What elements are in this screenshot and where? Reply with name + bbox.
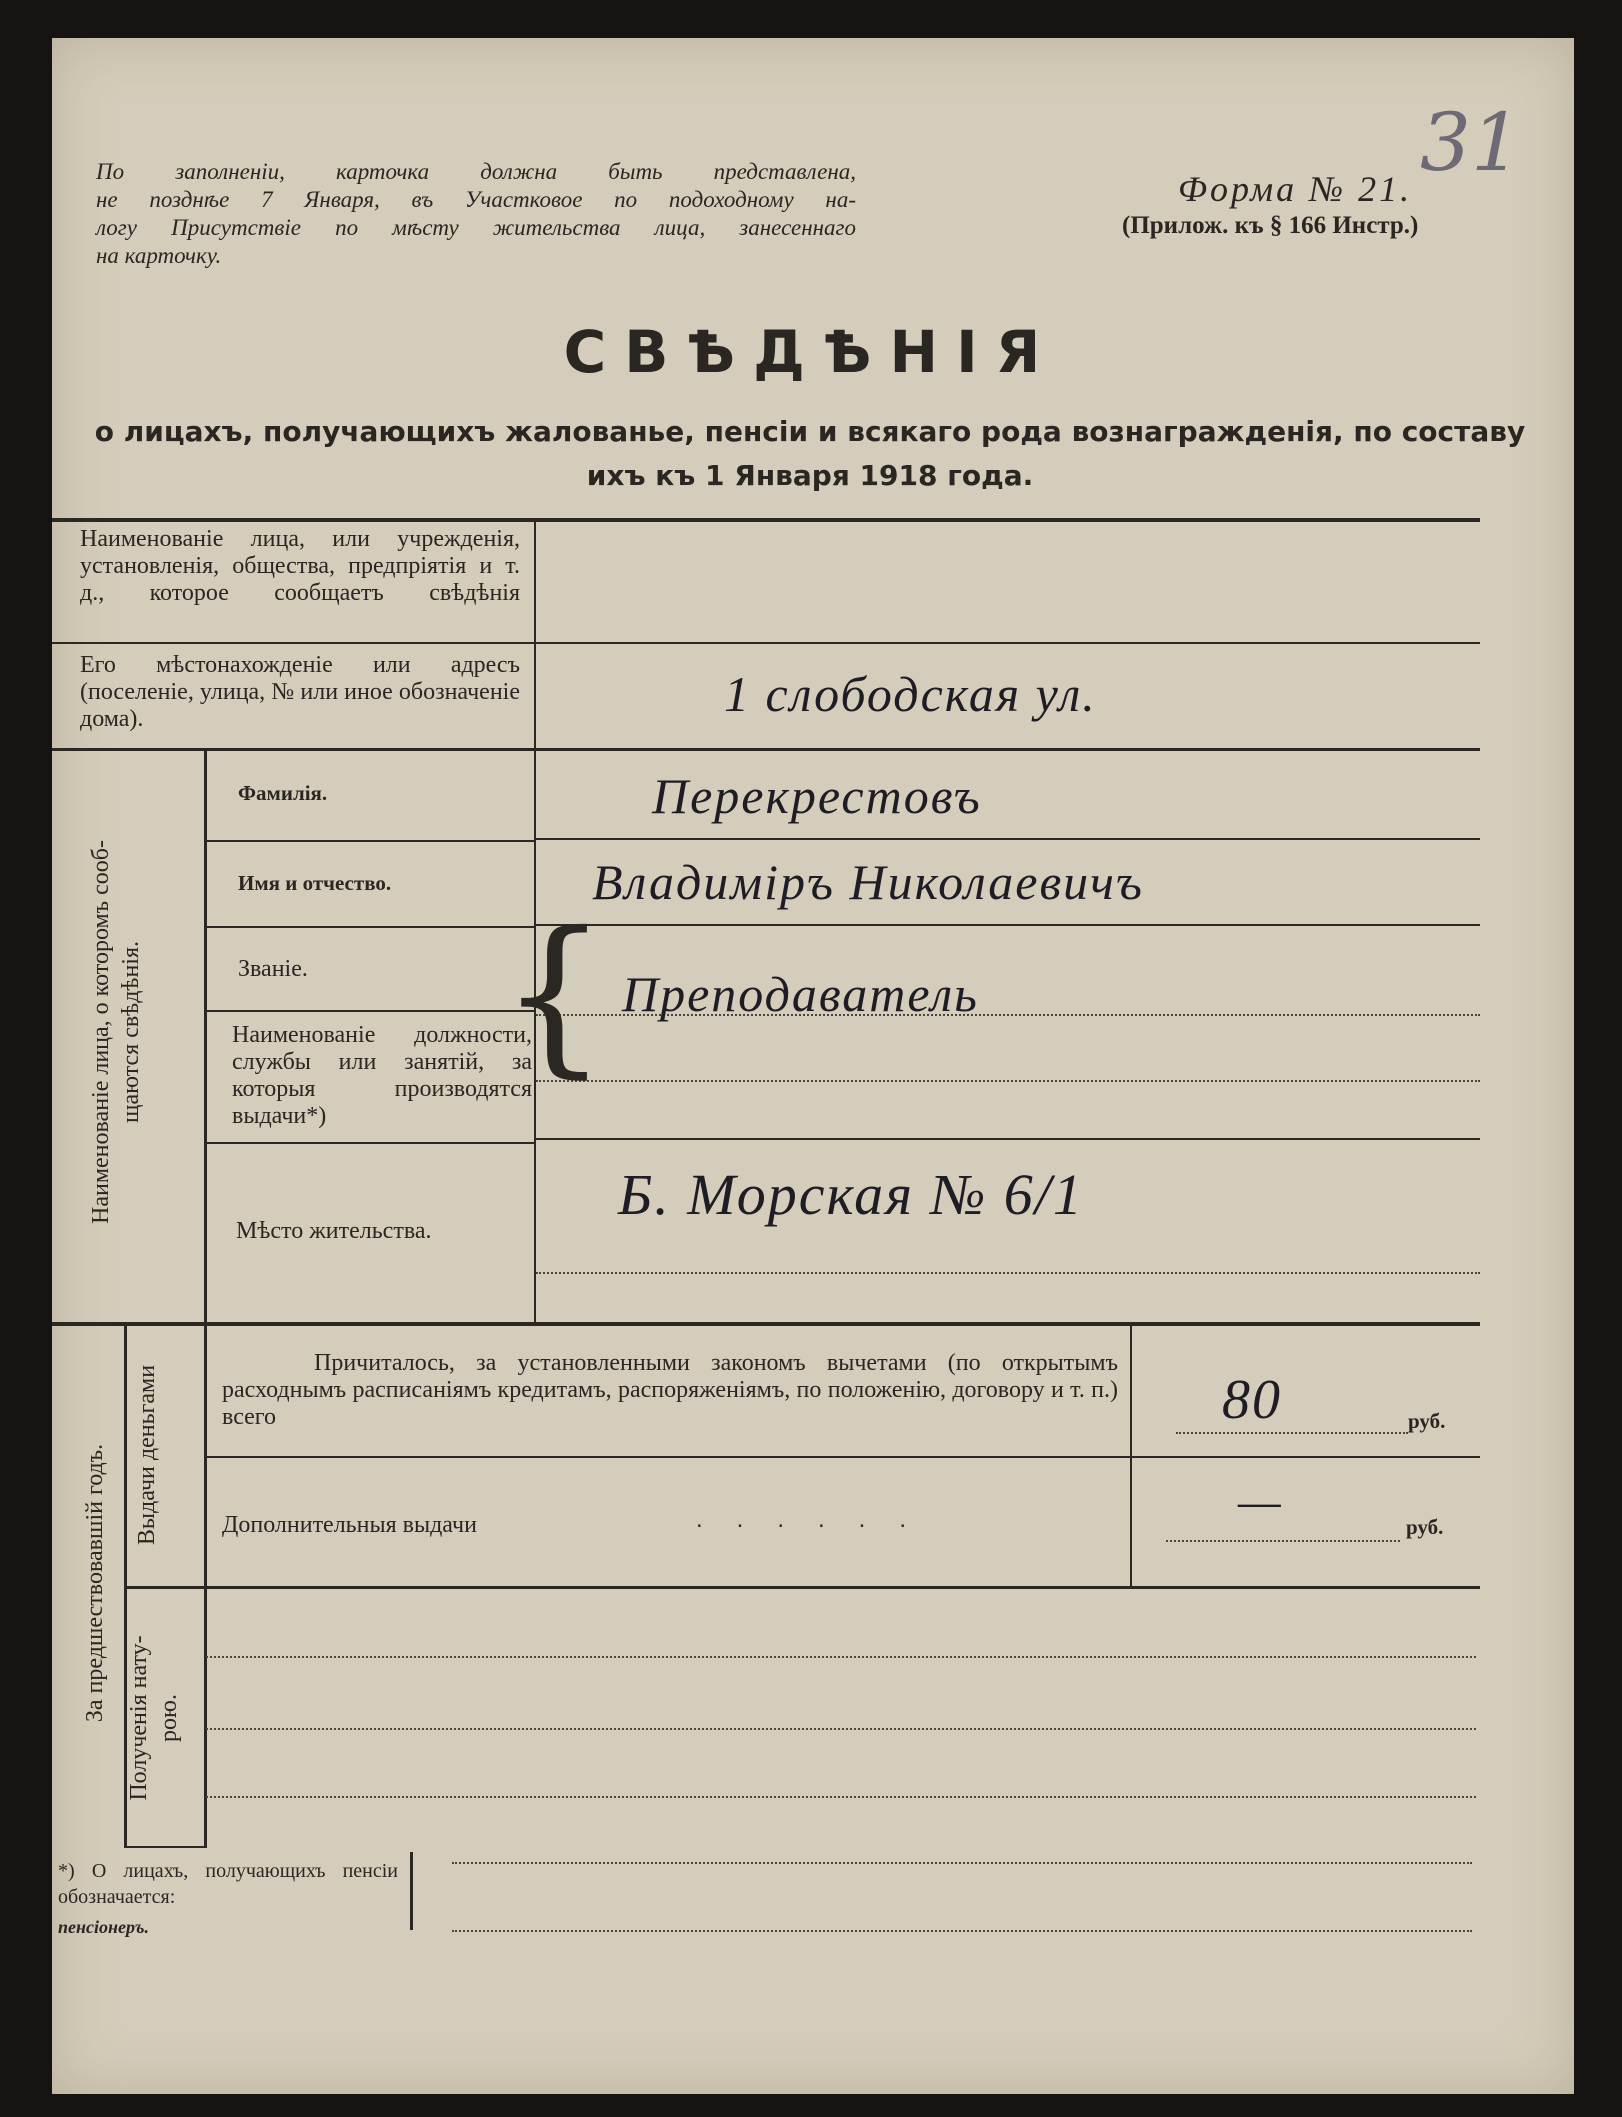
additional-dots: ...... (696, 1506, 941, 1533)
rule-hand-surname (536, 838, 1480, 840)
footnote-text: *) О лицахъ, получающихъ пенсіи обозначается: (58, 1860, 398, 1908)
position-brace: { (500, 896, 609, 1094)
rule-footnote (410, 1852, 413, 1930)
rule-person-position (204, 1142, 534, 1144)
additional-label: Дополнительныя выдачи (222, 1512, 477, 1538)
due-fill (1176, 1432, 1408, 1434)
rule-row1 (52, 642, 1480, 644)
rule-hand-name (536, 924, 1480, 926)
reporter-address-value: 1 слободская ул. (724, 666, 1097, 722)
rule-kind3 (206, 1796, 1476, 1798)
page-subtitle: о лицахъ, получающихъ жалованье, пенсіи и всякаго рода вознагражденія, по составу ихъ къ 1 Января 1918 года. (94, 415, 1526, 492)
reporter-name-label: Наименованіе лица, или учрежденія, установленія, общества, предпріятія и т. д., которое сообщаетъ свѣдѣнія (80, 526, 520, 606)
person-section-label: Наименованіе лица, о которомъ сооб- щаются свѣдѣнія. (88, 840, 144, 1224)
position-label: Наименованіе должности, службы или занятій, за которыя производятся выдачи*) (232, 1022, 532, 1129)
due-value: 80 (1222, 1369, 1282, 1431)
in-kind-label: Полученія нату- рою. (126, 1635, 182, 1801)
additional-currency: руб. (1406, 1515, 1444, 1539)
page-number: 31 (1420, 96, 1522, 189)
footnote-word: пенсіонеръ. (58, 1917, 149, 1937)
period-label: За предшествовавшій годъ. (82, 1443, 108, 1723)
rule-top (52, 518, 1480, 522)
rank-value: Преподаватель (622, 966, 979, 1022)
rule-hand-position2 (536, 1138, 1480, 1140)
rule-row2 (52, 748, 1480, 751)
form-number: Форма № 21. (1178, 169, 1413, 209)
instruction-text: По заполненіи, карточка должна быть представлена, не позднѣе 7 Января, въ Участковое по подоходному на- логу Присутствіе по мѣсту жительства лица, занесеннаго на карточку. (96, 159, 856, 268)
page-title: СВѢДѢНІЯ (563, 318, 1059, 386)
surname-value: Перекрестовъ (652, 768, 982, 824)
rule-footnote2 (452, 1930, 1472, 1932)
name-value: Владиміръ Николаевичъ (592, 854, 1144, 910)
surname-label: Фамилія. (238, 781, 328, 805)
rule-person-rank (204, 1010, 534, 1012)
rank-label: Званіе. (238, 956, 308, 982)
form-reference: (Прилож. къ § 166 Инстр.) (1122, 212, 1419, 239)
additional-value: — (1238, 1475, 1283, 1528)
rule-footnote1 (452, 1862, 1472, 1864)
rule-payments-row1 (206, 1456, 1480, 1458)
rule-col-person (204, 750, 207, 1324)
rule-person-name (204, 926, 534, 928)
rule-kind2 (206, 1728, 1476, 1730)
rule-payments-bottom (124, 1846, 204, 1848)
money-label: Выдачи деньгами (134, 1364, 160, 1546)
rule-hand-position1 (536, 1080, 1480, 1082)
rule-payments-top (52, 1322, 1480, 1326)
rule-payments-row2 (124, 1586, 1480, 1589)
rule-person-surname (204, 840, 534, 842)
rule-hand-residence (536, 1272, 1480, 1274)
due-currency: руб. (1408, 1409, 1446, 1433)
rule-kind1 (206, 1656, 1476, 1658)
residence-value: Б. Морская № 6/1 (618, 1162, 1084, 1227)
residence-label: Мѣсто жительства. (236, 1218, 432, 1244)
due-label: Причиталось, за установленными закономъ вычетами (по открытымъ расходнымъ расписаніямъ кредитамъ, распоряженіямъ, по положенію, договору и т. п.) всего (222, 1350, 1118, 1430)
reporter-address-label: Его мѣстонахожденіе или адресъ (поселеніе, улица, № или иное обозначеніе дома). (80, 652, 520, 732)
name-label: Имя и отчество. (238, 871, 392, 895)
additional-fill (1166, 1540, 1400, 1542)
